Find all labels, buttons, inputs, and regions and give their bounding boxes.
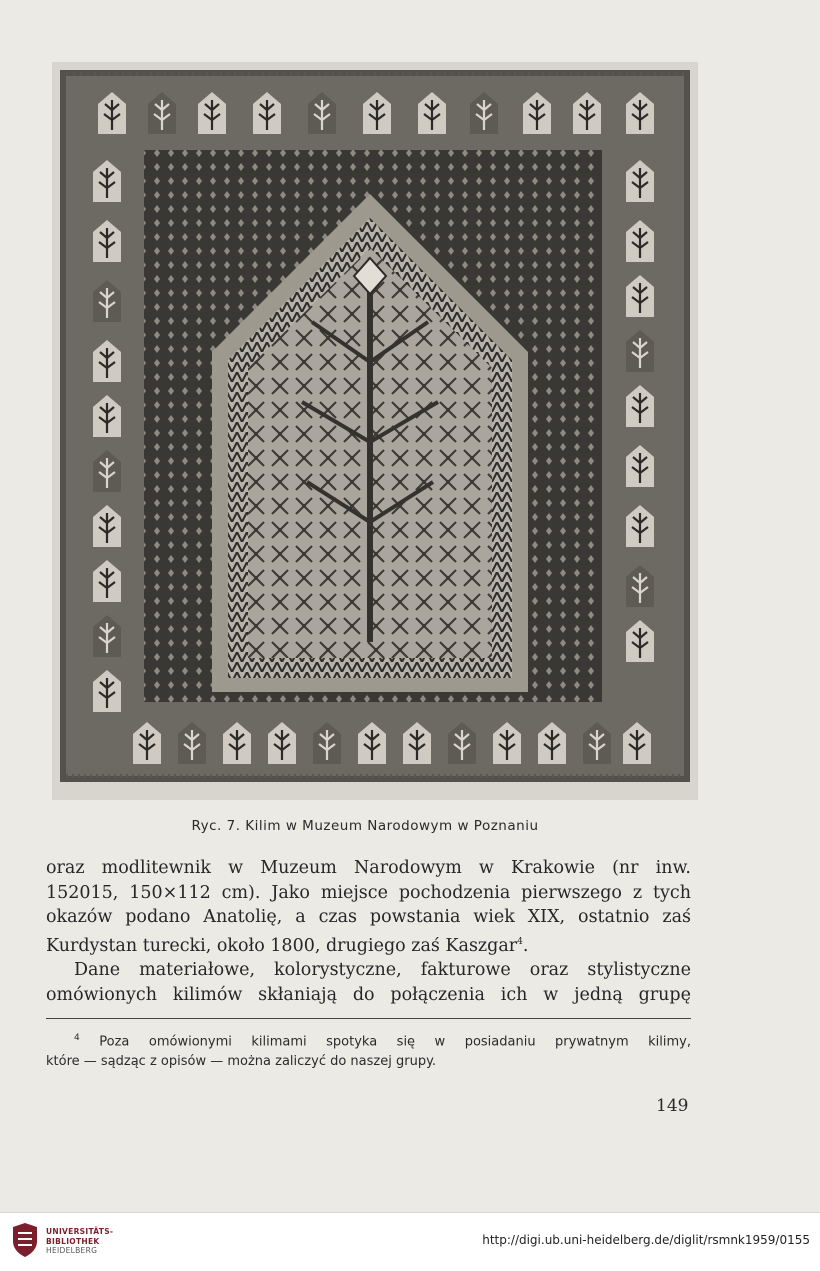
kilim-photograph: [52, 62, 698, 800]
footnote-reference[interactable]: 4: [517, 936, 523, 947]
page-number: 149: [656, 1096, 689, 1116]
body-line: Dane materiałowe, kolorystyczne, fakturowe oraz stylistyczne: [74, 960, 691, 981]
figure-caption: Ryc. 7. Kilim w Muzeum Narodowym w Poznaniu: [191, 818, 539, 834]
body-line: 152015, 150×112 cm). Jako miejsce pochodzenia pierwszego z tych: [46, 882, 691, 903]
permalink-url[interactable]: http://digi.ub.uni-heidelberg.de/diglit/rsmnk1959/0155: [482, 1233, 810, 1247]
library-logo-icon[interactable]: [10, 1221, 40, 1259]
footnote-divider: [46, 1018, 691, 1019]
logo-line: HEIDELBERG: [46, 1246, 98, 1255]
footnote-line: które — sądząc z opisów — można zaliczyć do naszej grupy.: [46, 1054, 437, 1070]
library-footer: [0, 1212, 820, 1271]
footnote-text: Poza omówionymi kilimami spotyka się w posiadaniu prywatnym kilimy,: [99, 1034, 691, 1050]
body-line: omówionych kilimów skłaniają do połączenia ich w jedną grupę: [46, 984, 691, 1005]
footnote: [46, 1028, 691, 1072]
library-logo-text[interactable]: [46, 1227, 113, 1256]
logo-line: BIBLIOTHEK: [46, 1236, 100, 1246]
body-line: Kurdystan turecki, około 1800, drugiego zaś Kaszgar: [46, 935, 518, 956]
body-line: oraz modlitewnik w Muzeum Narodowym w Krakowie (nr inw.: [46, 858, 691, 878]
logo-line: UNIVERSITÄTS-: [46, 1227, 114, 1236]
body-line-with-note: Kurdystan turecki, około 1800, drugiego zaś Kaszgar$^4$.: [46, 935, 529, 956]
footnote-marker: 4: [74, 1033, 80, 1043]
body-line: okazów podano Anatolię, a czas powstania wiek XIX, ostatnio zaś: [46, 907, 691, 928]
footnote-line: [46, 1028, 691, 1052]
body-paragraph: [46, 856, 691, 1007]
